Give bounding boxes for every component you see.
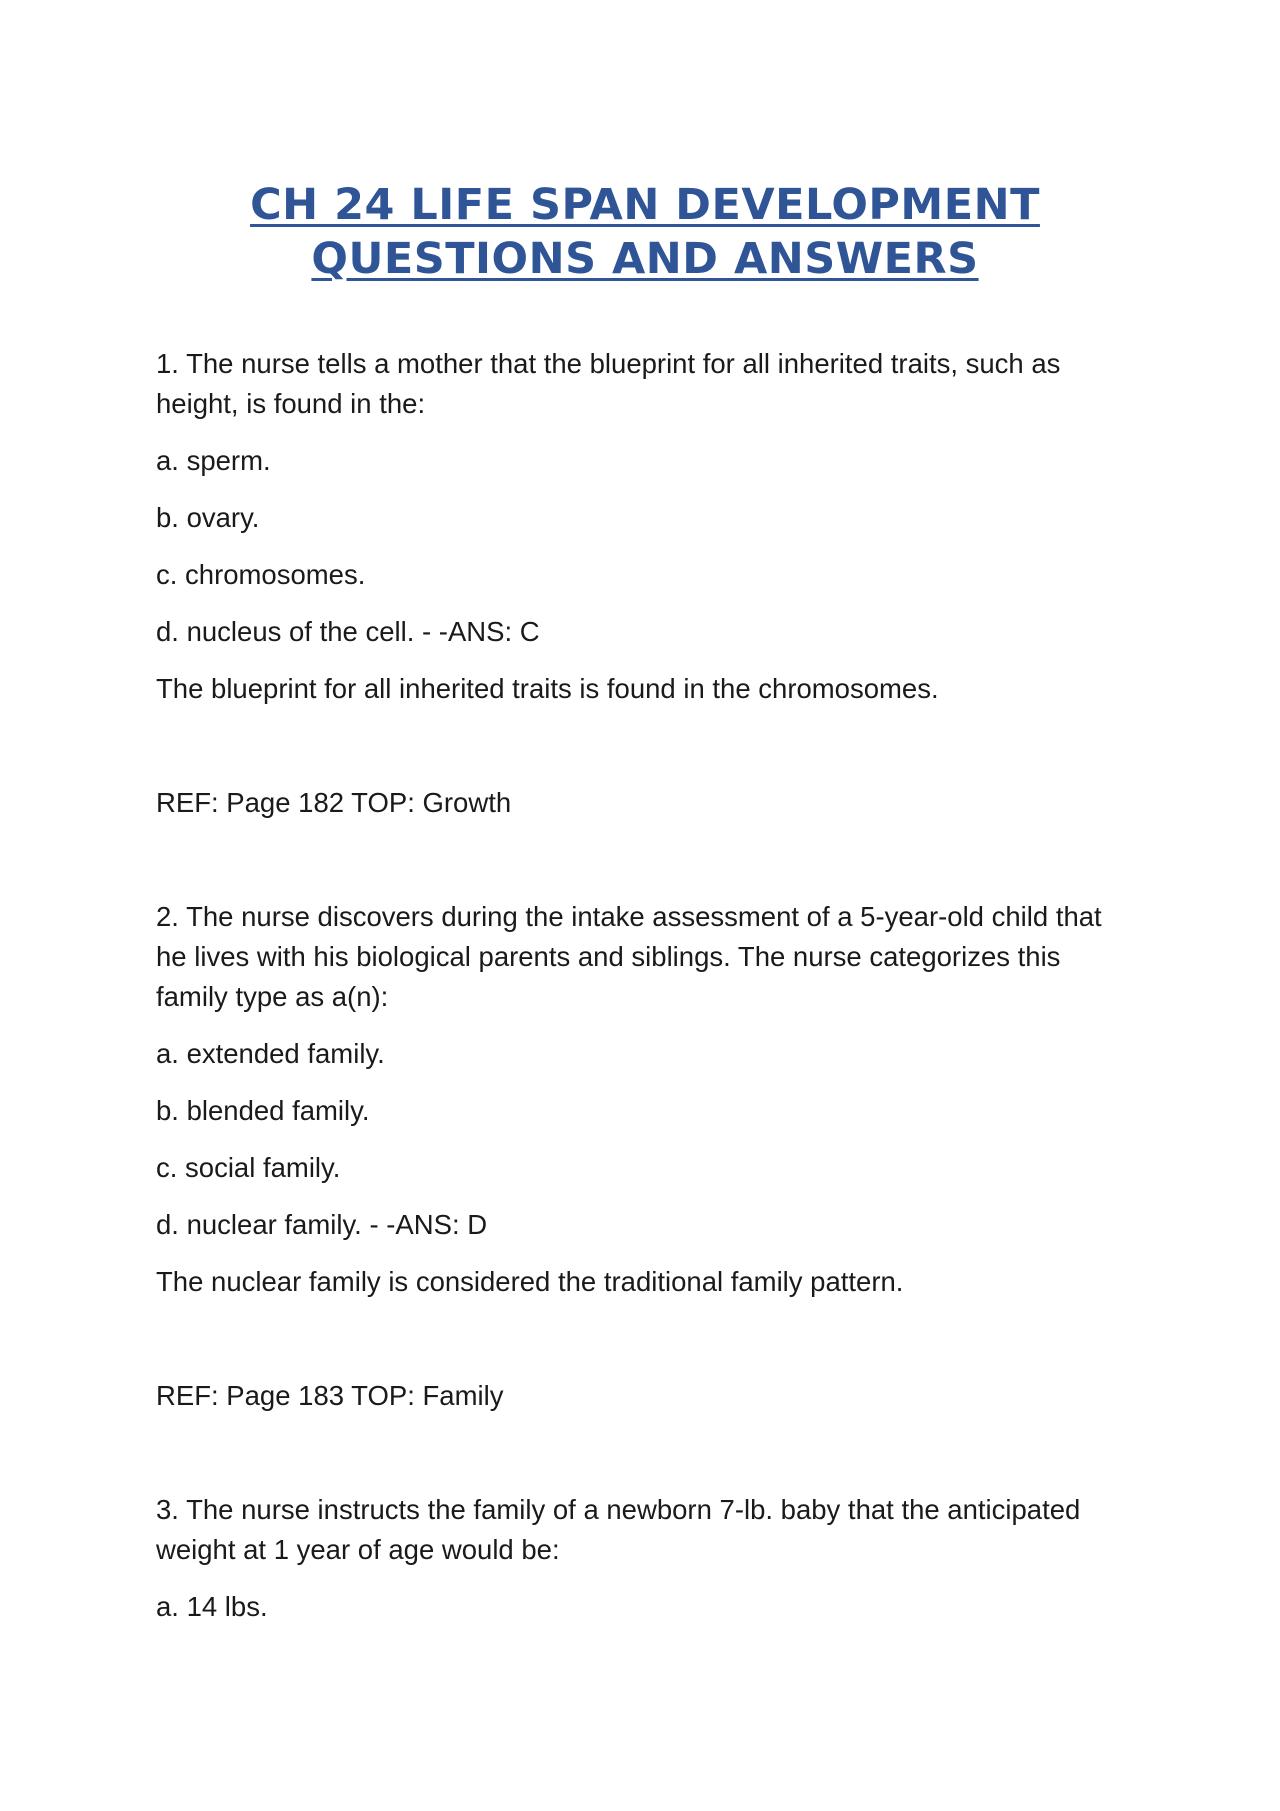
blank-line [156,1319,1116,1376]
answer-option: b. ovary. [156,502,260,533]
answer-option: c. chromosomes. [156,559,366,590]
answer-option: b. blended family. [156,1095,370,1126]
rationale: The blueprint for all inherited traits is found in the chromosomes. [156,673,939,704]
blank-line [156,726,1116,783]
rationale: The nuclear family is considered the traditional family pattern. [156,1266,904,1297]
reference: REF: Page 182 TOP: Growth [156,787,512,818]
reference: REF: Page 183 TOP: Family [156,1380,504,1411]
title-line-1: CH 24 LIFE SPAN DEVELOPMENT [250,180,1040,230]
document-title [155,178,1135,286]
question-stem: 1. The nurse tells a mother that the blueprint for all inherited traits, such as height, is found in the: [156,348,1061,419]
question-stem: 3. The nurse instructs the family of a newborn 7-lb. baby that the anticipated weight at 1 year of age would be: [156,1494,1081,1565]
answer-option: c. social family. [156,1152,341,1183]
answer-option: d. nuclear family. - -ANS: D [156,1209,488,1240]
title-line-2: QUESTIONS AND ANSWERS [311,234,979,284]
answer-option: a. 14 lbs. [156,1591,268,1622]
question-stem: 2. The nurse discovers during the intake assessment of a 5-year-old child that he lives with his biological parents and siblings. The nurse categorizes this family type as a(n): [156,901,1102,1012]
answer-option: a. sperm. [156,445,271,476]
answer-option: a. extended family. [156,1038,385,1069]
document-body [156,344,1116,1644]
answer-option: d. nucleus of the cell. - -ANS: C [156,616,540,647]
blank-line [156,840,1116,897]
blank-line [156,1433,1116,1490]
